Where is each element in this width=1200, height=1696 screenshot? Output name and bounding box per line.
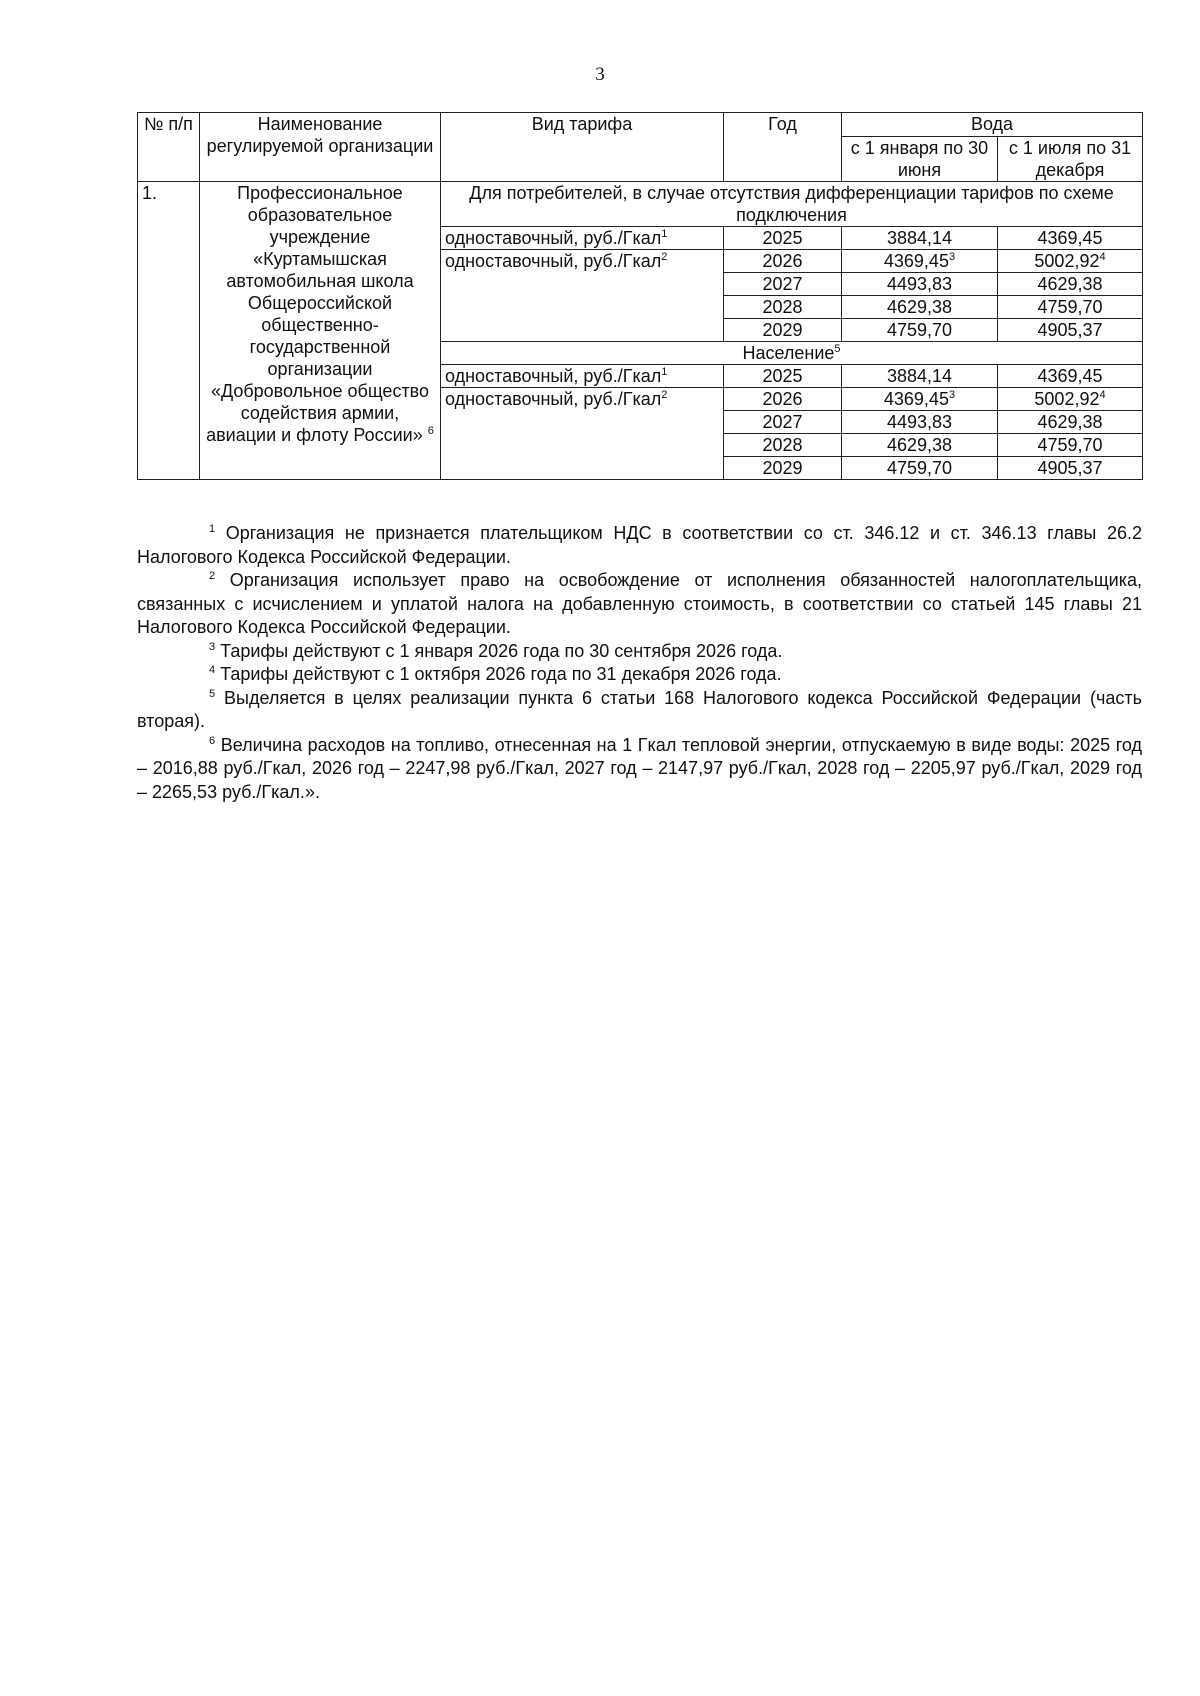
value-period-2: 4369,45 xyxy=(998,365,1143,388)
value-period-1: 4759,70 xyxy=(842,319,998,342)
tariff-type-label: одноставочный, руб./Гкал xyxy=(445,389,662,409)
year-cell: 2025 xyxy=(724,227,842,250)
year-cell: 2027 xyxy=(724,411,842,434)
footnote-2 xyxy=(137,569,1142,640)
tariff-type-label: одноставочный, руб./Гкал xyxy=(445,228,662,248)
header-period-1: с 1 января по 30 июня xyxy=(842,137,998,182)
organization-footnote-mark: 6 xyxy=(427,425,434,437)
footnote-1 xyxy=(137,522,1142,569)
header-organization: Наименование регулируемой организации xyxy=(200,113,441,182)
header-period-2: с 1 июля по 31 декабря xyxy=(998,137,1143,182)
value-text: 5002,92 xyxy=(1034,251,1100,271)
year-cell: 2029 xyxy=(724,457,842,480)
header-year: Год xyxy=(724,113,842,182)
value-period-2 xyxy=(998,227,1143,250)
tariff-type-label: одноставочный, руб./Гкал xyxy=(445,251,662,271)
footnote-text: Тарифы действуют с 1 января 2026 года по 30 сентября 2026 года. xyxy=(220,640,783,661)
value-period-1: 4629,38 xyxy=(842,434,998,457)
value-period-2: 4905,37 xyxy=(998,457,1143,480)
section-1-title-row xyxy=(138,182,1143,227)
value-period-2: 4629,38 xyxy=(998,411,1143,434)
section-2-title-cell xyxy=(441,342,1143,365)
year-cell: 2029 xyxy=(724,319,842,342)
footnote-mark: 4 xyxy=(209,664,216,676)
tariff-type-cell xyxy=(441,365,724,388)
footnote-4 xyxy=(137,663,1142,687)
tariff-type-label: одноставочный, руб./Гкал xyxy=(445,366,662,386)
footnote-mark: 4 xyxy=(1099,389,1106,401)
footnote-mark: 3 xyxy=(948,251,956,263)
footnote-mark: 2 xyxy=(661,389,668,401)
tariff-type-cell xyxy=(441,250,724,342)
page-number: 3 xyxy=(595,64,605,85)
year-cell: 2026 xyxy=(724,250,842,273)
tariff-type-cell xyxy=(441,388,724,480)
value-period-2: 4905,37 xyxy=(998,319,1143,342)
value-period-1 xyxy=(842,227,998,250)
value-period-1: 4493,83 xyxy=(842,273,998,296)
footnote-3 xyxy=(137,640,1142,664)
footnote-mark: 4 xyxy=(1099,251,1106,263)
footnote-mark: 5 xyxy=(209,687,216,700)
footnote-6 xyxy=(137,734,1142,805)
footnote-5 xyxy=(137,687,1142,734)
header-row xyxy=(138,113,1143,137)
footnote-mark: 6 xyxy=(209,734,216,747)
footnote-mark: 1 xyxy=(209,523,216,535)
year-cell: 2028 xyxy=(724,434,842,457)
footnote-mark: 3 xyxy=(209,640,216,653)
organization-cell xyxy=(200,182,441,480)
value-text: 4369,45 xyxy=(883,389,949,409)
footnote-text: Выделяется в целях реализации пункта 6 статьи 168 Налогового кодекса Российской Федерации (часть вторая). xyxy=(137,687,1142,731)
footnote-text: Организация не признается плательщиком НДС в соответствии со ст. 346.12 и ст. 346.13 главы 26.2 Налогового Кодекса Российской Федерации. xyxy=(137,523,1142,567)
value-period-1 xyxy=(842,250,998,273)
year-cell: 2025 xyxy=(724,365,842,388)
header-tariff-type: Вид тарифа xyxy=(441,113,724,182)
value-period-2: 4759,70 xyxy=(998,296,1143,319)
footnote-text: Тарифы действуют с 1 октября 2026 года по 31 декабря 2026 года. xyxy=(220,664,782,684)
value-text: 3884,14 xyxy=(886,228,953,248)
value-period-1: 3884,14 xyxy=(842,365,998,388)
value-period-1 xyxy=(842,388,998,411)
footnote-text: Организация использует право на освобождение от исполнения обязанностей налогоплательщика, связанных с исчислением и уплатой налога на добавленную стоимость, в соответствии со статьей 145 главы 21 Налогового Кодекса Российской Федерации. xyxy=(137,570,1142,637)
year-cell: 2027 xyxy=(724,273,842,296)
value-period-2: 4629,38 xyxy=(998,273,1143,296)
value-text: 5002,92 xyxy=(1034,389,1100,409)
section-1-title: Для потребителей, в случае отсутствия дифференциации тарифов по схеме подключения xyxy=(441,182,1143,227)
organization-name: Профессиональное образовательное учреждение «Куртамышская автомобильная школа Общероссийской общественно-государственной организации «Добровольное общество содействия армии, авиации и флоту России» xyxy=(206,183,430,445)
value-period-2 xyxy=(998,388,1143,411)
header-water: Вода xyxy=(842,113,1143,137)
tariff-table xyxy=(137,112,1143,480)
footnotes xyxy=(137,522,1142,804)
footnote-text: Величина расходов на топливо, отнесенная на 1 Гкал тепловой энергии, отпускаемую в виде воды: 2025 год – 2016,88 руб./Гкал, 2026 год – 2247,98 руб./Гкал, 2027 год – 2147,97 руб./Гкал, 2028 год – 2205,97 руб./Гкал, 2029 год – 2265,53 руб./Гкал.». xyxy=(137,734,1142,802)
footnote-mark: 2 xyxy=(661,251,668,263)
value-period-1: 4493,83 xyxy=(842,411,998,434)
footnote-mark: 1 xyxy=(661,228,668,240)
row-number: 1. xyxy=(138,182,200,480)
tariff-type-cell xyxy=(441,227,724,250)
footnote-mark: 1 xyxy=(661,366,668,378)
value-text: 4369,45 xyxy=(883,251,949,271)
header-num: № п/п xyxy=(138,113,200,182)
value-period-2: 4759,70 xyxy=(998,434,1143,457)
value-text: 4369,45 xyxy=(1037,228,1103,248)
section-2-title: Население xyxy=(742,343,835,363)
year-cell: 2026 xyxy=(724,388,842,411)
value-period-2 xyxy=(998,250,1143,273)
year-cell: 2028 xyxy=(724,296,842,319)
footnote-mark: 3 xyxy=(948,389,956,401)
value-period-1: 4629,38 xyxy=(842,296,998,319)
footnote-mark: 5 xyxy=(834,343,841,355)
footnote-mark: 2 xyxy=(209,570,216,582)
value-period-1: 4759,70 xyxy=(842,457,998,480)
